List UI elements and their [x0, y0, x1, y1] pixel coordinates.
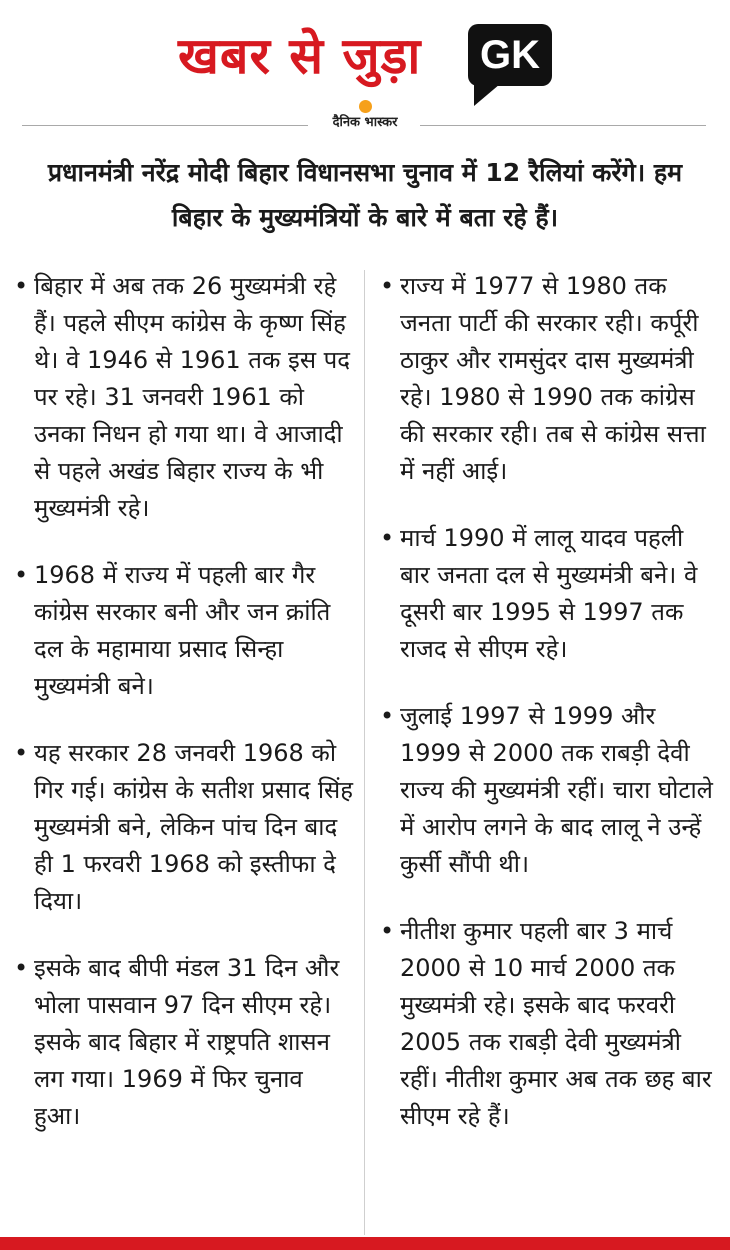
- list-item-text: नीतीश कुमार पहली बार 3 मार्च 2000 से 10 मार्च 2000 तक मुख्यमंत्री रहे। इसके बाद फरवरी 2005 तक राबड़ी देवी मुख्यमंत्री रहीं। नीतीश कुमार अब तक छह बार सीएम रहे हैं।: [400, 917, 712, 1130]
- list-item-text: राज्य में 1977 से 1980 तक जनता पार्टी की सरकार रही। कर्पूरी ठाकुर और रामसुंदर दास मुख्यमंत्री रहे। 1980 से 1990 तक कांग्रेस की सरकार रही। तब से कांग्रेस सत्ता में नहीं आई।: [400, 272, 706, 485]
- bullet-icon: •: [380, 917, 395, 945]
- list-item: [12, 950, 356, 1135]
- list-item: [12, 268, 356, 527]
- list-item: [12, 557, 356, 705]
- gk-speech-bubble-icon: [468, 24, 552, 86]
- divider-right: [420, 125, 706, 126]
- list-item: [378, 520, 718, 668]
- bullet-icon: •: [14, 561, 29, 589]
- gk-badge: GK: [480, 33, 540, 77]
- right-column: [378, 268, 718, 1165]
- list-item: [378, 268, 718, 490]
- header: [0, 0, 730, 140]
- bottom-accent-bar: [0, 1237, 730, 1250]
- brand-logo: दैनिक भास्कर: [332, 115, 398, 130]
- headline: खबर से जुड़ा: [178, 27, 422, 85]
- list-item: [12, 735, 356, 920]
- list-item-text: बिहार में अब तक 26 मुख्यमंत्री रहे हैं। पहले सीएम कांग्रेस के कृष्ण सिंह थे। वे 1946 से 1961 तक इस पद पर रहे। 31 जनवरी 1961 को उनका निधन हो गया था। वे आजादी से पहले अखंड बिहार राज्य के भी मुख्यमंत्री रहे।: [34, 272, 351, 522]
- left-column: [12, 268, 356, 1165]
- bullet-icon: •: [380, 524, 395, 552]
- divider-left: [22, 125, 308, 126]
- list-item-text: जुलाई 1997 से 1999 और 1999 से 2000 तक राबड़ी देवी राज्य की मुख्यमंत्री रहीं। चारा घोटाले में आरोप लगने के बाद लालू ने उन्हें कुर्सी सौंपी थी।: [400, 702, 713, 878]
- list-item: [378, 913, 718, 1135]
- list-item-text: इसके बाद बीपी मंडल 31 दिन और भोला पासवान 97 दिन सीएम रहे। इसके बाद बिहार में राष्ट्रपति शासन लग गया। 1969 में फिर चुनाव हुआ।: [34, 954, 340, 1130]
- bullet-icon: •: [14, 739, 29, 767]
- content-columns: [0, 268, 730, 1230]
- intro-text: प्रधानमंत्री नरेंद्र मोदी बिहार विधानसभा चुनाव में 12 रैलियां करेंगे। हम बिहार के मुख्यमंत्रियों के बारे में बता रहे हैं।: [47, 158, 683, 232]
- bullet-icon: •: [380, 702, 395, 730]
- bullet-icon: •: [14, 954, 29, 982]
- list-item-text: यह सरकार 28 जनवरी 1968 को गिर गई। कांग्रेस के सतीश प्रसाद सिंह मुख्यमंत्री बने, लेकिन पांच दिन बाद ही 1 फरवरी 1968 को इस्तीफा दे दिया।: [34, 739, 354, 915]
- list-item-text: 1968 में राज्य में पहली बार गैर कांग्रेस सरकार बनी और जन क्रांति दल के महामाया प्रसाद सिन्हा मुख्यमंत्री बने।: [34, 561, 331, 700]
- bullet-icon: •: [14, 272, 29, 300]
- list-item-text: मार्च 1990 में लालू यादव पहली बार जनता दल से मुख्यमंत्री बने। वे दूसरी बार 1995 से 1997 तक राजद से सीएम रहे।: [400, 524, 698, 663]
- list-item: [378, 698, 718, 883]
- speech-bubble-tail: [474, 84, 500, 106]
- bullet-icon: •: [380, 272, 395, 300]
